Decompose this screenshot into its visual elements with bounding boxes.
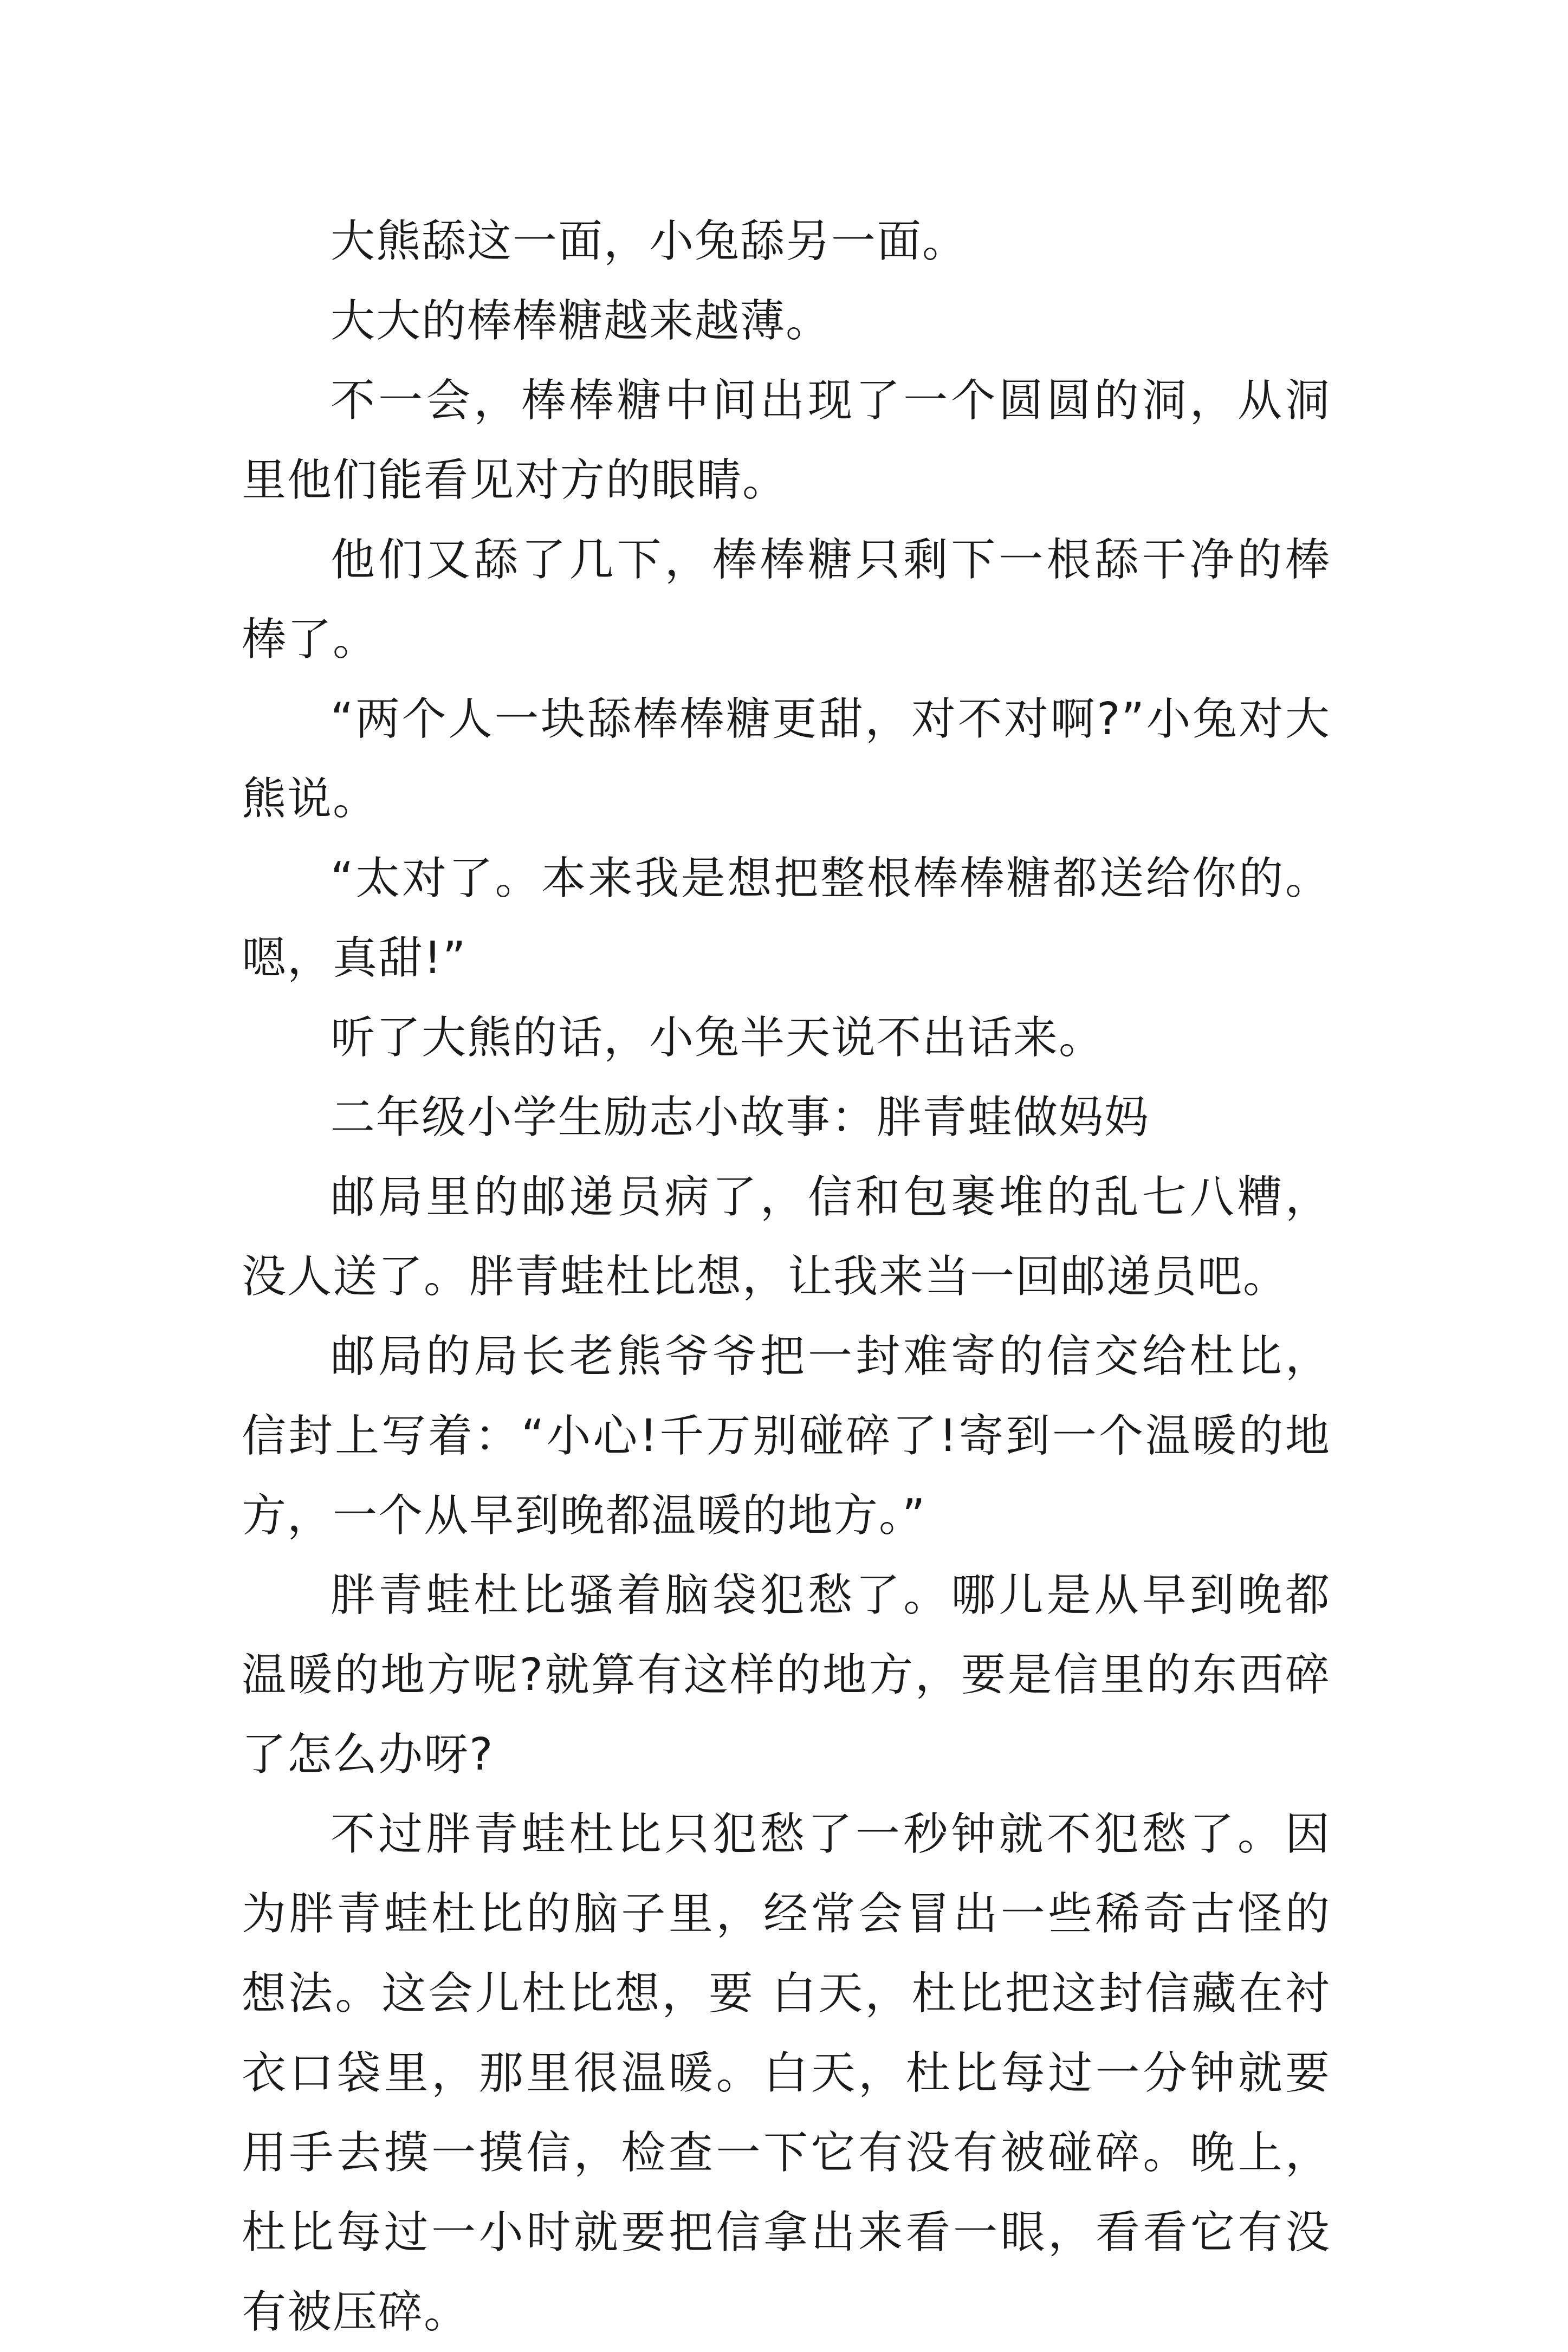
paragraph-2: 大大的棒棒糖越来越薄。 [331,295,832,347]
paragraph-9: 邮局里的邮递员病了，信和包裹堆的乱七八糟，没人送了。胖青蛙杜比想，让我来当一回邮递员吧。 [242,1171,1331,1303]
paragraph-4: 他们又舔了几下，棒棒糖只剩下一根舔干净的棒棒了。 [242,534,1331,665]
story-heading: 二年级小学生励志小故事：胖青蛙做妈妈 [331,1092,1150,1143]
paragraph-5: “两个人一块舔棒棒糖更甜，对不对啊?”小兔对大熊说。 [242,694,1331,825]
paragraph-6: “太对了。本来我是想把整根棒棒糖都送给你的。嗯，真甜!” [242,853,1331,984]
paragraph-11: 胖青蛙杜比骚着脑袋犯愁了。哪儿是从早到晚都温暖的地方呢?就算有这样的地方，要是信里的东西碎了怎么办呀? [242,1570,1331,1780]
paragraph-1: 大熊舔这一面，小兔舔另一面。 [331,216,968,267]
story-text [242,202,1331,2352]
paragraph-7: 听了大熊的话，小兔半天说不出话来。 [331,1012,1105,1064]
paragraph-3: 不一会，棒棒糖中间出现了一个圆圆的洞，从洞里他们能看见对方的眼睛。 [242,375,1331,506]
paragraph-10: 邮局的局长老熊爷爷把一封难寄的信交给杜比，信封上写着：“小心!千万别碰碎了!寄到一个温暖的地方，一个从早到晚都温暖的地方。” [242,1331,1331,1541]
paragraph-12: 不过胖青蛙杜比只犯愁了一秒钟就不犯愁了。因为胖青蛙杜比的脑子里，经常会冒出一些稀奇古怪的想法。这会儿杜比想，要 白天，杜比把这封信藏在衬衣口袋里，那里很温暖。白天，杜比每过一分钟就要用手去摸一摸信，检查一下它有没有被碰碎。晚上，杜比每过一小时就要把信拿出来看一眼，看看它有没有被压碎。 [242,1809,1331,2338]
